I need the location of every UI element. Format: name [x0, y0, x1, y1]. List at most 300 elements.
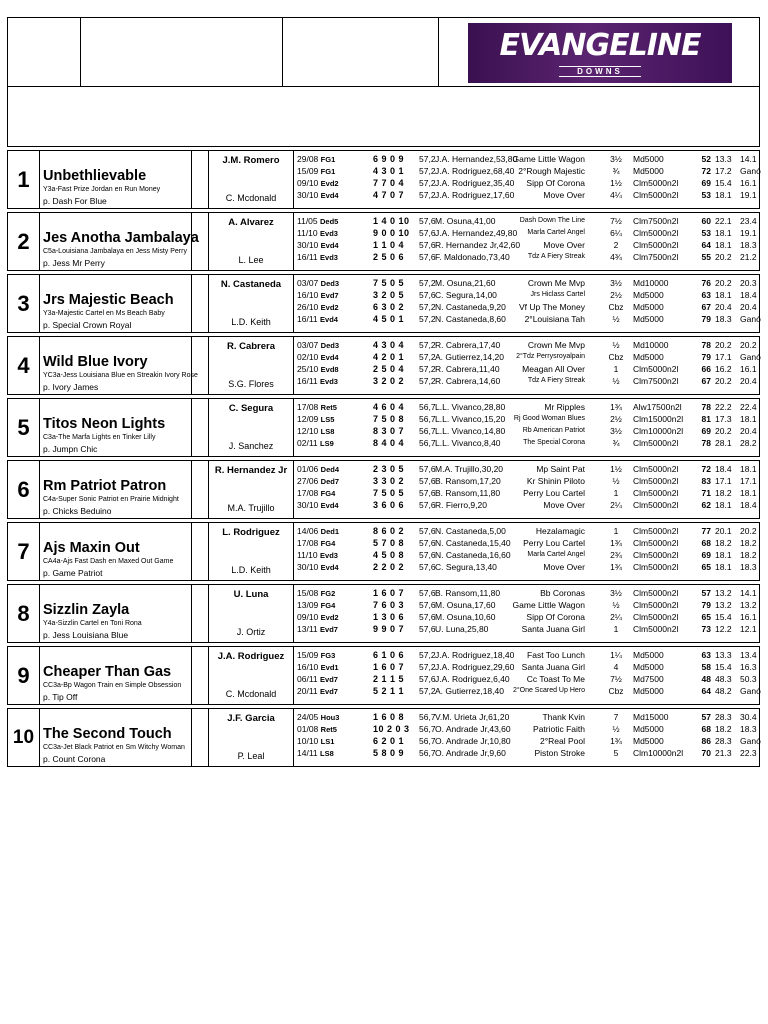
- past-performance-row: [295, 463, 761, 475]
- past-performance-row: [295, 165, 761, 177]
- track-code: Ded4: [320, 465, 339, 474]
- time-1: 28.3: [715, 712, 732, 722]
- race-class: Clm5000n2l: [633, 464, 679, 474]
- track-code: Evd3: [320, 377, 338, 386]
- track-code: LS8: [320, 427, 335, 436]
- past-performance-row: [295, 413, 761, 425]
- column-divider: [191, 151, 192, 208]
- column-divider: [39, 585, 40, 642]
- time-1: 48.3: [715, 674, 732, 684]
- time-1: 18.1: [715, 228, 732, 238]
- column-divider: [39, 461, 40, 518]
- speed-figure: 69: [701, 426, 711, 436]
- time-2: 18.3: [740, 240, 757, 250]
- column-divider: [191, 647, 192, 704]
- positions: 6 2 0 1: [373, 736, 405, 746]
- winner: Move Over: [543, 562, 585, 572]
- time-1: 28.3: [715, 736, 732, 746]
- race-date: [297, 747, 334, 760]
- race-date-value: 02/10: [297, 352, 319, 362]
- speed-figure: 79: [701, 600, 711, 610]
- track-code: Evd3: [320, 253, 338, 262]
- past-performance-row: [295, 623, 761, 635]
- time-1: 13.2: [715, 600, 732, 610]
- race-class: Md15000: [633, 712, 669, 722]
- track-code: Evd8: [320, 365, 339, 374]
- race-class: Clm5000n2l: [633, 178, 679, 188]
- program-number: 9: [17, 663, 30, 688]
- past-performance-row: [295, 587, 761, 599]
- column-divider: [293, 585, 294, 642]
- jockey-odds: B. Ransom,11,80: [435, 488, 501, 498]
- positions: 1 6 0 7: [373, 662, 405, 672]
- jockey-odds: J.A. Rodriguez,18,40: [435, 650, 515, 660]
- margin: ¾: [612, 166, 620, 176]
- winner: 2°One Scared Up Hero: [512, 687, 585, 694]
- time-1: 28.1: [715, 438, 732, 448]
- pedigree: C5a-Louisiana Jambalaya en Jess Misty Perry: [43, 248, 187, 255]
- race-class: Clm5000n2l: [633, 624, 679, 634]
- past-performance-row: [295, 475, 761, 487]
- time-1: 18.1: [715, 562, 732, 572]
- past-performance-row: [295, 549, 761, 561]
- jockey-name: J.M. Romero: [222, 155, 280, 166]
- winner: Dash Down The Line: [519, 217, 585, 224]
- jockey-odds: U. Luna,25,80: [435, 624, 489, 634]
- past-performance-row: [295, 153, 761, 165]
- positions: 1 4 0 10: [373, 216, 410, 226]
- race-date: [297, 685, 338, 698]
- time-2: 17.1: [740, 476, 757, 486]
- pedigree: Y3a-Fast Prize Jordan en Run Money: [43, 186, 161, 193]
- time-2: 22.3: [740, 748, 757, 758]
- jockey-odds: M.A. Trujillo,30,20: [435, 464, 504, 474]
- margin: 2½: [610, 414, 622, 424]
- time-2: 16.1: [740, 612, 757, 622]
- jockey-odds: R. Cabrera,14,60: [435, 376, 501, 386]
- race-entry: [7, 460, 760, 519]
- positions: 3 2 0 5: [373, 290, 405, 300]
- time-2: 18.2: [740, 550, 757, 560]
- jockey-odds: N. Castaneda,8,60: [435, 314, 506, 324]
- weight: 56,7: [419, 402, 436, 412]
- time-1: 15.4: [715, 662, 732, 672]
- race-class: Clm5000n2l: [633, 612, 679, 622]
- speed-figure: 71: [701, 488, 711, 498]
- jockey-odds: B. Ransom,17,20: [435, 476, 501, 486]
- race-class: Clm7500n2l: [633, 376, 679, 386]
- weight: 57,6: [419, 488, 436, 498]
- jockey-name: R. Cabrera: [226, 341, 276, 352]
- jockey-odds: J.A. Rodriguez,35,40: [435, 178, 515, 188]
- jockey-odds: R. Cabrera,17,40: [435, 340, 501, 350]
- track-code: Ded3: [320, 341, 339, 350]
- horse-name: Unbethlievable: [43, 168, 147, 184]
- pedigree: C3a-The Marfa Lights en Tinker Lilly: [43, 434, 156, 441]
- jockey-name: U. Luna: [233, 589, 269, 600]
- trainer-name: L.D. Keith: [231, 317, 271, 327]
- positions: 8 3 0 7: [373, 426, 405, 436]
- race-class: Clm7500n2l: [633, 252, 679, 262]
- winner: Marla Cartel Angel: [527, 551, 585, 558]
- weight: 57,2: [419, 166, 436, 176]
- race-date-value: 13/09: [297, 600, 319, 610]
- trainer-name: J. Sanchez: [228, 441, 274, 451]
- jockey-odds: L.L. Vivanco,14,80: [435, 426, 506, 436]
- time-1: 17.2: [715, 166, 732, 176]
- margin: 3½: [610, 278, 622, 288]
- margin: 1½: [610, 464, 622, 474]
- winner: Santa Juana Girl: [521, 662, 585, 672]
- positions: 2 5 0 4: [373, 364, 405, 374]
- race-date: [297, 251, 338, 264]
- owner: p. Game Patriot: [43, 568, 103, 578]
- jockey-odds: O. Andrade Jr,9,60: [435, 748, 506, 758]
- weight: 56,7: [419, 736, 436, 746]
- jockey-odds: O. Andrade Jr,43,60: [435, 724, 511, 734]
- race-class: Clm5000n2l: [633, 190, 679, 200]
- owner: p. Dash For Blue: [43, 196, 107, 206]
- winner: Piston Stroke: [534, 748, 585, 758]
- column-divider: [191, 337, 192, 394]
- margin: 7: [613, 712, 619, 722]
- time-2: 20.2: [740, 340, 757, 350]
- time-1: 22.2: [715, 402, 732, 412]
- time-1: 13.2: [715, 588, 732, 598]
- time-2: Ganó: [740, 736, 761, 746]
- weight: 57,2: [419, 686, 436, 696]
- logo-line2: DOWNS: [559, 66, 641, 77]
- race-date-value: 24/05: [297, 712, 319, 722]
- track-code: FG1: [320, 155, 336, 164]
- margin: 1¼: [610, 650, 622, 660]
- time-1: 18.1: [715, 190, 732, 200]
- weight: 57,6: [419, 290, 436, 300]
- race-date-value: 03/07: [297, 278, 319, 288]
- time-2: 28.2: [740, 438, 757, 448]
- race-date-value: 13/11: [297, 624, 318, 634]
- column-divider: [39, 337, 40, 394]
- race-date-value: 11/10: [297, 550, 318, 560]
- time-1: 18.3: [715, 314, 732, 324]
- horse-name: Jes Anotha Jambalaya: [43, 230, 199, 246]
- jockey-odds: L.L. Vivanco,8,40: [435, 438, 501, 448]
- speed-figure: 67: [701, 302, 711, 312]
- time-1: 48.2: [715, 686, 732, 696]
- horse-name: Jrs Majestic Beach: [43, 292, 174, 308]
- weight: 57,6: [419, 588, 436, 598]
- positions: 7 7 0 4: [373, 178, 405, 188]
- speed-figure: 65: [701, 562, 711, 572]
- time-2: 21.2: [740, 252, 757, 262]
- past-performance-row: [295, 227, 761, 239]
- time-2: 14.1: [740, 588, 757, 598]
- winner: Perry Lou Cartel: [523, 538, 585, 548]
- margin: 1¾: [610, 736, 622, 746]
- track-code: FG4: [320, 489, 336, 498]
- time-2: 50.3: [740, 674, 757, 684]
- speed-figure: 63: [701, 290, 711, 300]
- past-performance-row: [295, 611, 761, 623]
- track-code: Ret5: [320, 725, 337, 734]
- time-2: 13.4: [740, 650, 757, 660]
- weight: 57,6: [419, 228, 436, 238]
- time-2: 20.3: [740, 278, 757, 288]
- weight: 57,2: [419, 662, 436, 672]
- race-date-value: 16/11: [297, 252, 318, 262]
- track-code: Evd4: [320, 501, 339, 510]
- time-2: 20.4: [740, 302, 757, 312]
- positions: 7 5 0 5: [373, 488, 405, 498]
- horse-name: Cheaper Than Gas: [43, 664, 172, 680]
- weight: 57,2: [419, 376, 436, 386]
- weight: 57,6: [419, 600, 436, 610]
- weight: 57,6: [419, 240, 436, 250]
- weight: 57,6: [419, 216, 436, 226]
- weight: 56,7: [419, 438, 436, 448]
- weight: 57,6: [419, 538, 436, 548]
- margin: 1¾: [610, 562, 622, 572]
- winner: Patriotic Faith: [533, 724, 585, 734]
- jockey-odds: N. Castaneda,16,60: [435, 550, 511, 560]
- jockey-odds: R. Hernandez Jr,42,60: [435, 240, 521, 250]
- jockey-name: C. Segura: [228, 403, 274, 414]
- track-code: FG2: [320, 589, 336, 598]
- jockey-odds: J.A. Rodriguez,17,60: [435, 190, 515, 200]
- margin: 2¾: [610, 550, 622, 560]
- margin: 2½: [610, 290, 622, 300]
- winner: Mp Saint Pat: [536, 464, 585, 474]
- time-2: 20.4: [740, 376, 757, 386]
- time-1: 13.3: [715, 154, 732, 164]
- winner: Jrs Hiclass Cartel: [530, 291, 585, 298]
- header-divider: [438, 18, 439, 86]
- speed-figure: 79: [701, 352, 711, 362]
- pedigree: YC3a-Jess Louisiana Blue en Streakin Ivory Rose: [43, 372, 198, 379]
- jockey-odds: C. Segura,13,40: [435, 562, 497, 572]
- jockey-odds: C. Segura,14,00: [435, 290, 497, 300]
- time-1: 20.2: [715, 340, 732, 350]
- race-entry: [7, 708, 760, 767]
- race-date-value: 14/11: [297, 748, 318, 758]
- race-class: Clm5000n2l: [633, 500, 679, 510]
- jockey-odds: J.A. Hernandez,49,80: [435, 228, 518, 238]
- positions: 6 9 0 9: [373, 154, 405, 164]
- speed-figure: 62: [701, 500, 711, 510]
- margin: 4: [613, 662, 619, 672]
- positions: 6 3 0 2: [373, 302, 405, 312]
- column-divider: [293, 275, 294, 332]
- race-date-value: 11/10: [297, 228, 318, 238]
- horse-name: Ajs Maxin Out: [43, 540, 140, 556]
- past-performance-row: [295, 649, 761, 661]
- track-code: Ded1: [320, 527, 339, 536]
- margin: 2¼: [610, 500, 622, 510]
- positions: 2 1 1 5: [373, 674, 405, 684]
- weight: 57,2: [419, 190, 436, 200]
- margin: 7½: [610, 674, 622, 684]
- winner: 2°Louisiana Tah: [524, 314, 585, 324]
- jockey-name: L. Rodriguez: [222, 527, 280, 538]
- race-date-value: 16/11: [297, 314, 318, 324]
- track-code: Hou3: [320, 713, 340, 722]
- jockey-odds: R. Cabrera,11,40: [435, 364, 500, 374]
- time-2: 20.2: [740, 526, 757, 536]
- trainer-name: L. Lee: [238, 255, 264, 265]
- race-date-value: 30/10: [297, 562, 319, 572]
- race-date-value: 17/08: [297, 488, 319, 498]
- race-class: Md5000: [633, 736, 664, 746]
- positions: 4 5 0 1: [373, 314, 405, 324]
- jockey-odds: A. Gutierrez,14,20: [435, 352, 504, 362]
- jockey-odds: N. Castaneda,9,20: [435, 302, 506, 312]
- positions: 1 1 0 4: [373, 240, 405, 250]
- jockey-odds: L.L. Vivanco,15,20: [435, 414, 506, 424]
- speed-figure: 52: [701, 154, 711, 164]
- past-performance-row: [295, 215, 761, 227]
- time-2: 14.1: [740, 154, 757, 164]
- weight: 57,6: [419, 674, 436, 684]
- track-code: Ret5: [320, 403, 337, 412]
- jockey-odds: N. Castaneda,15,40: [435, 538, 511, 548]
- race-date-value: 27/06: [297, 476, 319, 486]
- time-2: 18.1: [740, 488, 757, 498]
- winner: Kr Shinin Piloto: [526, 476, 585, 486]
- winner: Fast Too Lunch: [527, 650, 585, 660]
- winner: 2°Rough Majestic: [518, 166, 585, 176]
- winner: Tdz A Fiery Streak: [527, 377, 585, 384]
- header-table: [7, 17, 760, 147]
- column-divider: [191, 523, 192, 580]
- margin: Cbz: [608, 302, 624, 312]
- race-date-value: 30/10: [297, 190, 319, 200]
- past-performance-row: [295, 363, 761, 375]
- time-2: 16.1: [740, 178, 757, 188]
- race-class: Clm5000n2l: [633, 240, 679, 250]
- race-date-value: 03/07: [297, 340, 319, 350]
- past-performance-row: [295, 437, 761, 449]
- horse-name: Titos Neon Lights: [43, 416, 166, 432]
- owner: p. Jess Mr Perry: [43, 258, 105, 268]
- winner: Game Little Wagon: [512, 600, 585, 610]
- weight: 57,2: [419, 314, 436, 324]
- jockey-odds: B. Ransom,11,80: [435, 588, 501, 598]
- race-date-value: 02/11: [297, 438, 318, 448]
- program-number: 1: [17, 167, 30, 192]
- jockey-odds: M. Osuna,41,00: [435, 216, 496, 226]
- race-entry: [7, 398, 760, 457]
- weight: 57,6: [419, 252, 436, 262]
- margin: 7½: [610, 216, 622, 226]
- margin: 3½: [610, 588, 622, 598]
- winner: The Special Corona: [523, 439, 585, 446]
- margin: 5: [613, 748, 619, 758]
- time-2: 20.4: [740, 426, 757, 436]
- time-2: Ganó: [740, 314, 761, 324]
- weight: 57,6: [419, 500, 436, 510]
- time-2: 18.1: [740, 464, 757, 474]
- jockey-name: A. Alvarez: [228, 217, 274, 228]
- past-performance-row: [295, 735, 761, 747]
- race-date-value: 29/08: [297, 154, 319, 164]
- track-code: Ded7: [320, 477, 339, 486]
- speed-figure: 58: [701, 662, 711, 672]
- jockey-odds: M. Osuna,17,60: [435, 600, 496, 610]
- weight: 57,2: [419, 352, 436, 362]
- track-code: Evd4: [320, 191, 339, 200]
- speed-figure: 83: [701, 476, 711, 486]
- past-performance-row: [295, 301, 761, 313]
- trainer-name: C. Mcdonald: [225, 193, 277, 203]
- weight: 57,6: [419, 550, 436, 560]
- trainer-name: S.G. Flores: [228, 379, 274, 389]
- time-2: 30.4: [740, 712, 757, 722]
- column-divider: [191, 585, 192, 642]
- time-1: 17.1: [715, 476, 732, 486]
- time-1: 13.3: [715, 650, 732, 660]
- race-class: Md5000: [633, 290, 664, 300]
- winner: Game Little Wagon: [512, 154, 585, 164]
- race-date-value: 30/10: [297, 240, 319, 250]
- race-entry: [7, 150, 760, 209]
- track-code: Evd4: [320, 353, 339, 362]
- time-1: 20.2: [715, 278, 732, 288]
- program-number: 10: [12, 727, 35, 748]
- past-performance-row: [295, 711, 761, 723]
- race-class: Md5000: [633, 724, 664, 734]
- time-1: 21.3: [715, 748, 732, 758]
- race-date-value: 15/09: [297, 166, 319, 176]
- winner: Perry Lou Cartel: [523, 488, 585, 498]
- margin: ½: [612, 340, 620, 350]
- jockey-name: J.A. Rodriguez: [217, 651, 285, 662]
- header-divider: [282, 18, 283, 86]
- speed-figure: 64: [701, 240, 711, 250]
- weight: 56,7: [419, 748, 436, 758]
- past-performance-row: [295, 525, 761, 537]
- race-class: Clm5000n2l: [633, 488, 679, 498]
- race-class: Md5000: [633, 686, 664, 696]
- positions: 5 8 0 9: [373, 748, 405, 758]
- evangeline-downs-logo: [468, 23, 732, 83]
- winner: Bb Coronas: [540, 588, 585, 598]
- winner: Hezalamagic: [535, 526, 585, 536]
- track-code: FG4: [320, 601, 336, 610]
- time-1: 18.2: [715, 538, 732, 548]
- race-date-value: 14/06: [297, 526, 319, 536]
- time-2: 18.1: [740, 414, 757, 424]
- positions: 7 5 0 5: [373, 278, 405, 288]
- weight: 57,2: [419, 364, 436, 374]
- positions: 8 6 0 2: [373, 526, 405, 536]
- race-class: Clm5000n2l: [633, 588, 679, 598]
- race-entry: [7, 522, 760, 581]
- weight: 57,6: [419, 612, 436, 622]
- race-class: Md5000: [633, 662, 664, 672]
- winner: Mr Ripples: [544, 402, 585, 412]
- time-1: 15.4: [715, 612, 732, 622]
- jockey-odds: J.A. Rodriguez,29,60: [435, 662, 515, 672]
- race-class: Md7500: [633, 674, 664, 684]
- race-date-value: 16/10: [297, 662, 319, 672]
- race-date-value: 06/11: [297, 674, 318, 684]
- speed-figure: 73: [701, 624, 711, 634]
- race-class: Clm7500n2l: [633, 216, 679, 226]
- positions: 7 5 0 8: [373, 414, 405, 424]
- race-date-value: 12/10: [297, 426, 319, 436]
- positions: 4 2 0 1: [373, 352, 405, 362]
- past-performance-row: [295, 351, 761, 363]
